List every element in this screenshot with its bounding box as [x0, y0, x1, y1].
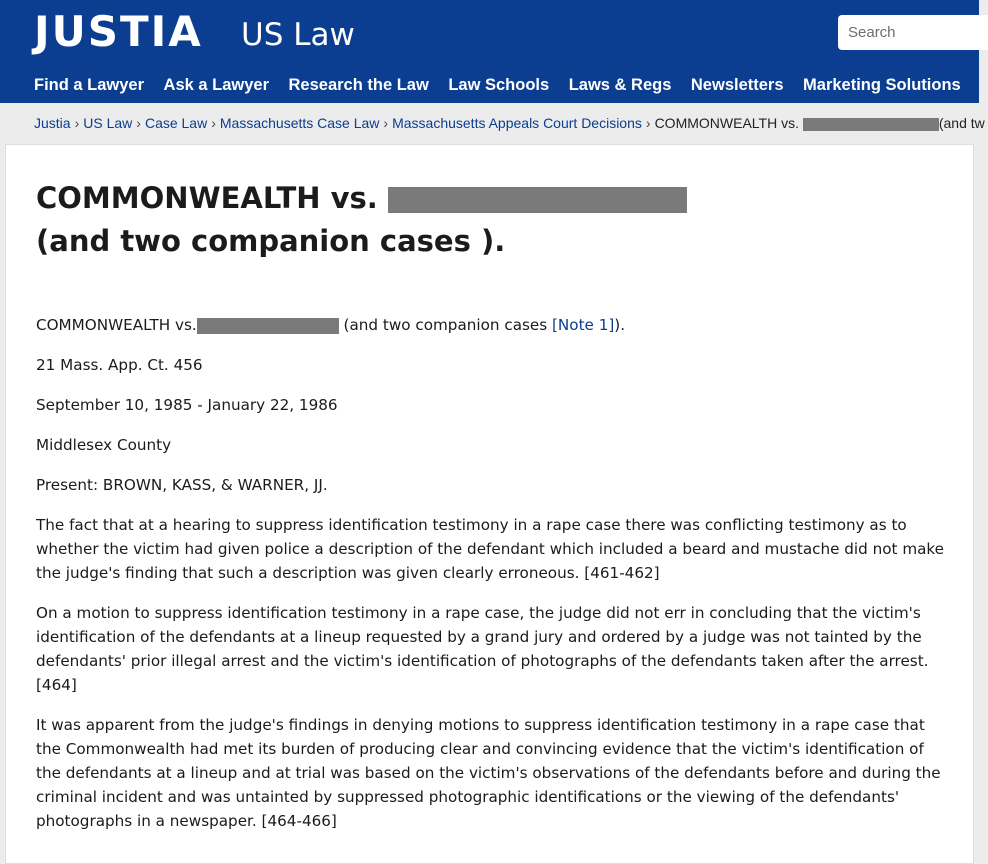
nav-ask-a-lawyer[interactable]: Ask a Lawyer	[163, 76, 270, 94]
breadcrumb-us-law[interactable]: US Law	[83, 115, 133, 131]
breadcrumb-separator: ›	[74, 115, 80, 131]
case-county: Middlesex County	[36, 436, 172, 454]
nav-law-schools[interactable]: Law Schools	[448, 76, 550, 94]
justia-logo[interactable]: JUSTIA	[34, 7, 203, 56]
breadcrumb-current-prefix: COMMONWEALTH vs.	[654, 115, 799, 131]
case-body	[36, 313, 951, 849]
breadcrumb-redaction	[803, 118, 939, 131]
breadcrumb-separator: ›	[136, 115, 141, 131]
case-title	[36, 177, 936, 263]
case-dates: September 10, 1985 - January 22, 1986	[36, 396, 338, 414]
headnote-paragraph: It was apparent from the judge's findings in denying motions to suppress identification testimony in a rape case that the Commonwealth had met its burden of producing clear and convincing evidence that the victim's identification of the defendants at a lineup and at trial was based on the victim's observations of the defendants before and during the criminal incident and was untainted by suppressed photographic identifications or the viewing of the defendants' photographs in a newspaper. [464-466]	[36, 716, 941, 830]
breadcrumb-separator: ›	[383, 115, 389, 131]
breadcrumb-separator: ›	[645, 115, 651, 131]
us-law-logo-text[interactable]: US Law	[241, 17, 355, 53]
nav-research-the-law[interactable]: Research the Law	[288, 76, 429, 94]
case-citation: 21 Mass. App. Ct. 456	[36, 356, 203, 374]
case-caption	[36, 313, 951, 337]
case-present: Present: BROWN, KASS, & WARNER, JJ.	[36, 476, 328, 494]
headnote-paragraph: The fact that at a hearing to suppress identification testimony in a rape case there was conflicting testimony as to whether the victim had given police a description of the defendant which included a beard and mustache did not make the judge's finding that such a description was given clearly erroneous. [461-462]	[36, 516, 945, 582]
breadcrumb-case-law[interactable]: Case Law	[144, 115, 208, 131]
breadcrumb-separator: ›	[211, 115, 216, 131]
caption-redaction	[197, 318, 339, 334]
breadcrumb-massachusetts-case-law[interactable]: Massachusetts Case Law	[219, 115, 380, 131]
breadcrumb-justia[interactable]: Justia	[34, 115, 71, 131]
nav-find-a-lawyer[interactable]: Find a Lawyer	[34, 76, 145, 94]
breadcrumb-appeals-court-decisions[interactable]: Massachusetts Appeals Court Decisions	[392, 115, 642, 131]
headnote-paragraph: On a motion to suppress identification testimony in a rape case, the judge did not err in concluding that the victim's identification of the defendants at a lineup requested by a grand jury and ordered by a judge was not tainted by the defendants' prior illegal arrest and the victim's identification of photographs of the defendants taken after the arrest. [464]	[36, 604, 929, 694]
nav-newsletters[interactable]: Newsletters	[690, 76, 784, 94]
case-title-line2: (and two companion cases ).	[36, 224, 506, 258]
nav-laws-and-regs[interactable]: Laws & Regs	[568, 76, 672, 94]
case-title-line1: COMMONWEALTH vs.	[36, 181, 378, 215]
caption-prefix: COMMONWEALTH vs.	[36, 316, 197, 334]
note-1-link[interactable]: [Note 1]	[552, 316, 615, 334]
search-input[interactable]	[838, 15, 988, 50]
breadcrumb	[34, 114, 985, 132]
caption-end: ).	[614, 316, 626, 334]
title-redaction	[388, 187, 687, 213]
breadcrumb-current-suffix: (and tw	[938, 115, 985, 131]
site-header	[0, 0, 979, 103]
main-nav	[34, 74, 980, 96]
nav-marketing-solutions[interactable]: Marketing Solutions	[803, 76, 961, 94]
caption-middle: (and two companion cases	[343, 316, 548, 334]
case-content	[5, 144, 974, 864]
